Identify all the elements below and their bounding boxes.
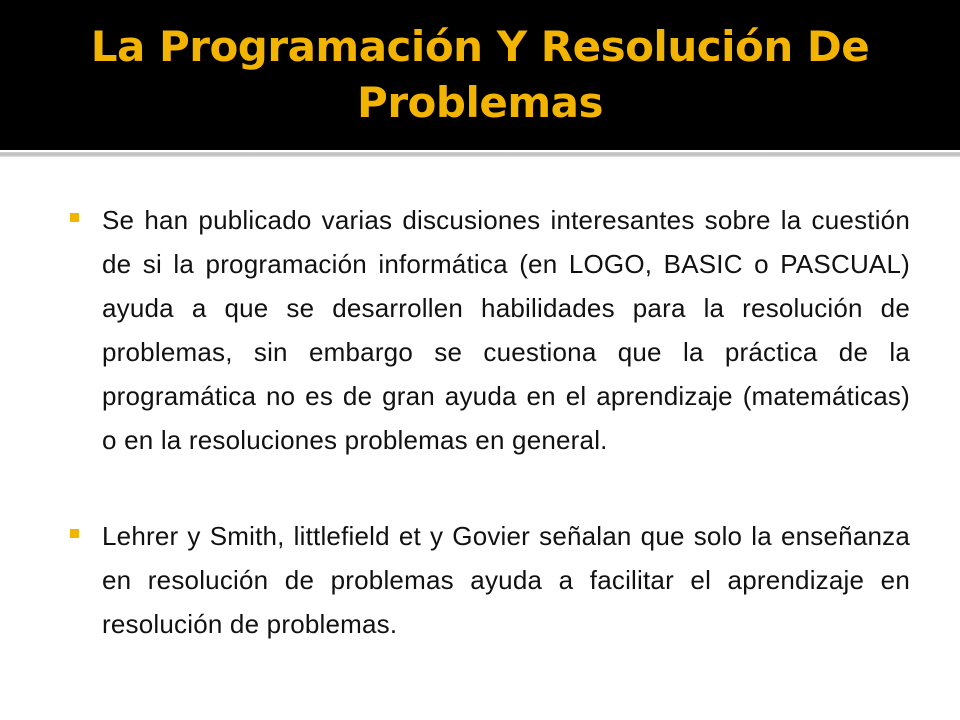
title-band [0,0,960,150]
bullet-item [70,198,910,462]
square-bullet-icon [70,213,79,222]
slide-content [70,198,910,698]
bullet-item [70,514,910,646]
title-separator [0,152,960,157]
square-bullet-icon [70,529,79,538]
slide-title: La Programación Y Resolución De Problemas [90,22,870,127]
bullet-text: Se han publicado varias discusiones interesantes sobre la cuestión de si la programación informática (en LOGO, BASIC o PASCUAL) ayuda a que se desarrollen habilidades para la resolución de problemas, sin embargo se cuestiona que la práctica de la programática no es de gran ayuda en el aprendizaje (matemáticas) o en la resoluciones problemas en general. [102,205,910,455]
bullet-text: Lehrer y Smith, littlefield et y Govier señalan que solo la enseñanza en resolución de problemas ayuda a facilitar el aprendizaje en resolución de problemas. [102,521,910,639]
